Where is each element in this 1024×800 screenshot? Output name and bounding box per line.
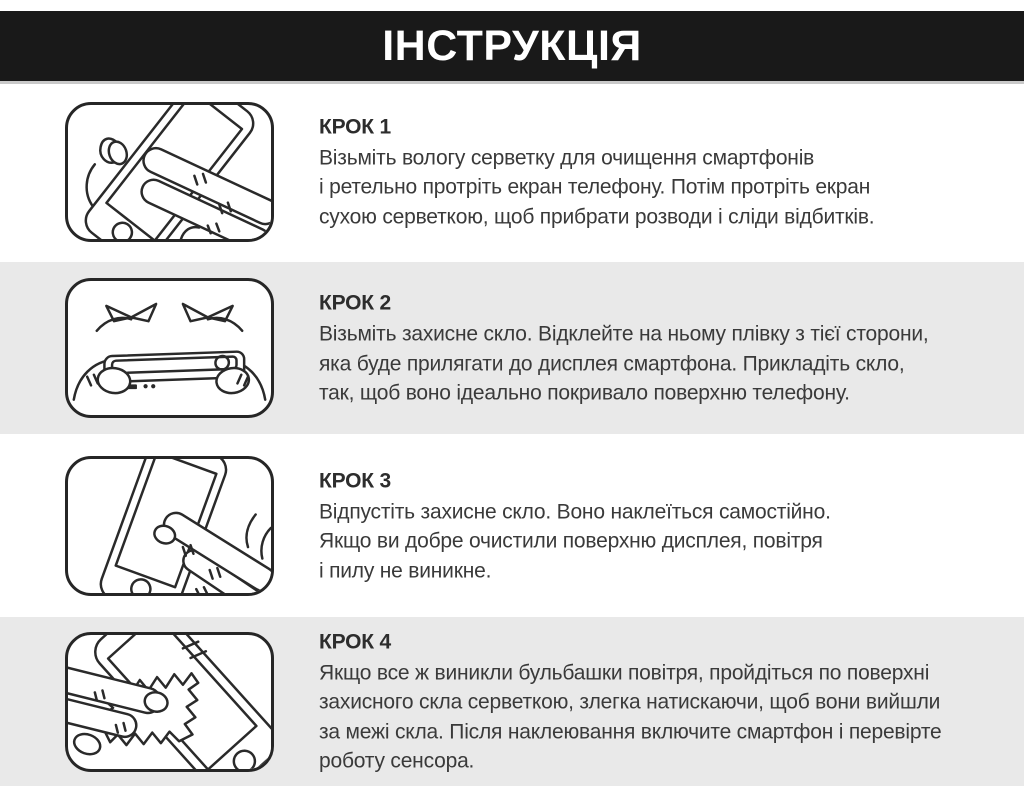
step3-illustration-box: [65, 456, 274, 596]
step1-text: [319, 112, 1009, 232]
step4-line: роботу сенсора.: [319, 749, 475, 773]
step4-title: КРОК 4: [319, 630, 392, 653]
step4-line: захисного скла серветкою, злегка натискаючи, щоб вони вийшли: [319, 690, 941, 714]
step3-line: і пилу не виникне.: [319, 558, 492, 582]
step2-title: КРОК 2: [319, 291, 392, 315]
step2-line: яка буде прилягати до дисплея смартфона. Прикладіть скло,: [319, 351, 905, 375]
smooth-bubbles-with-cloth-icon: [68, 635, 271, 769]
step4-line: за межі скла. Після наклеювання включите смартфон і перевірте: [319, 720, 942, 743]
step4-line: Якщо все ж виникли бульбашки повітря, пройдіться по поверхні: [319, 661, 930, 684]
press-screen-center-icon: [68, 459, 271, 593]
step-row-4: [0, 617, 1024, 786]
step4-text: [319, 627, 1009, 776]
step-row-1: [0, 81, 1024, 262]
step-row-3: [0, 434, 1024, 617]
wipe-phone-with-cloth-icon: [68, 105, 271, 239]
step1-line: сухою серветкою, щоб прибрати розводи і сліди відбитків.: [319, 204, 875, 228]
step2-line: так, щоб воно ідеально покривало поверхню телефону.: [319, 381, 850, 405]
page-title: ІНСТРУКЦІЯ: [382, 21, 642, 70]
step2-line: Візьміть захисне скло. Відклейте на ньому плівку з тієї сторони,: [319, 322, 929, 346]
step1-illustration-box: [65, 102, 274, 242]
title-bar: [0, 11, 1024, 84]
step2-text: [319, 288, 1009, 408]
step1-line: Візьміть вологу серветку для очищення смартфонів: [319, 145, 815, 169]
step3-title: КРОК 3: [319, 468, 392, 492]
step-row-2: [0, 262, 1024, 434]
step1-title: КРОК 1: [319, 114, 392, 138]
step3-line: Якщо ви добре очистили поверхню дисплея, повітря: [319, 529, 823, 553]
step4-illustration-box: [65, 632, 274, 772]
step3-text: [319, 466, 1009, 586]
peel-film-apply-glass-icon: [68, 281, 271, 415]
step2-illustration-box: [65, 278, 274, 418]
step1-line: і ретельно протріть екран телефону. Потім протріть екран: [319, 175, 871, 199]
step3-line: Відпустіть захисне скло. Воно наклеїться самостійно.: [319, 499, 831, 523]
